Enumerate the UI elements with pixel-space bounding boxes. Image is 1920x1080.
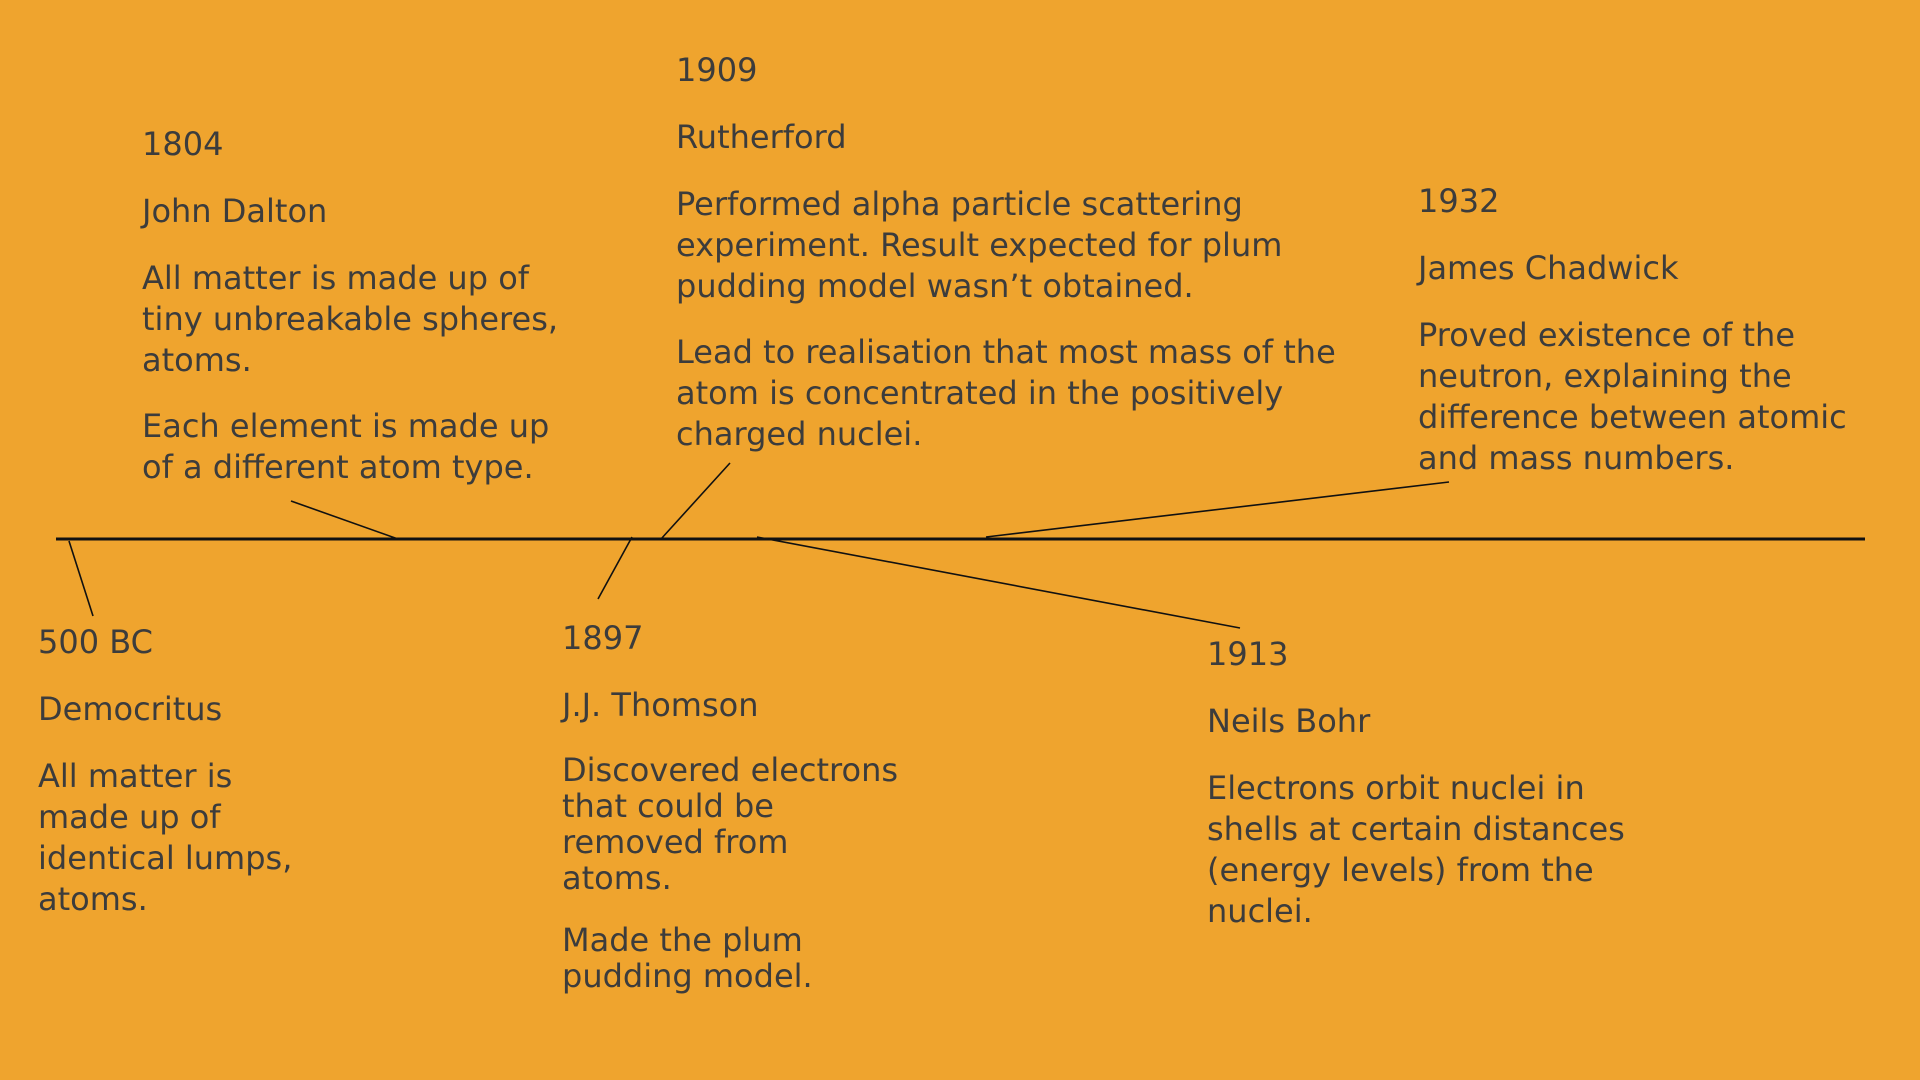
event-scientist: J.J. Thomson (562, 686, 759, 724)
event-dalton (142, 124, 582, 513)
event-year: 1909 (676, 51, 758, 89)
connector-chadwick (986, 482, 1449, 537)
event-description: Proved existence of the neutron, explaining the difference between atomic and mass numbers. (1418, 316, 1847, 477)
event-rutherford (676, 50, 1356, 480)
event-scientist: John Dalton (142, 192, 328, 230)
event-description: All matter is made up of identical lumps, atoms. (38, 757, 293, 918)
event-year: 1804 (142, 125, 224, 163)
event-scientist: James Chadwick (1418, 249, 1679, 287)
event-year: 1913 (1207, 635, 1289, 673)
event-year: 1932 (1418, 182, 1500, 220)
event-scientist: Neils Bohr (1207, 702, 1371, 740)
event-description: Electrons orbit nuclei in shells at certain distances (energy levels) from the nuclei. (1207, 769, 1625, 930)
event-description: Made the plum pudding model. (562, 921, 813, 995)
event-description: Lead to realisation that most mass of the atom is concentrated in the positively charged nuclei. (676, 333, 1336, 453)
connector-democritus (69, 541, 93, 616)
event-bohr (1207, 634, 1647, 957)
event-scientist: Rutherford (676, 118, 847, 156)
event-chadwick (1418, 181, 1898, 504)
connector-thomson (598, 537, 632, 599)
event-year: 1897 (562, 619, 644, 657)
event-description: Performed alpha particle scattering experiment. Result expected for plum pudding model wasn’t obtained. (676, 185, 1283, 305)
event-description: All matter is made up of tiny unbreakable spheres, atoms. (142, 259, 559, 379)
connector-bohr (757, 537, 1240, 628)
event-year: 500 BC (38, 623, 153, 661)
event-scientist: Democritus (38, 690, 223, 728)
event-thomson (562, 618, 902, 1020)
event-description: Each element is made up of a different atom type. (142, 407, 550, 486)
event-democritus (38, 622, 298, 945)
event-description: Discovered electrons that could be removed from atoms. (562, 751, 899, 897)
